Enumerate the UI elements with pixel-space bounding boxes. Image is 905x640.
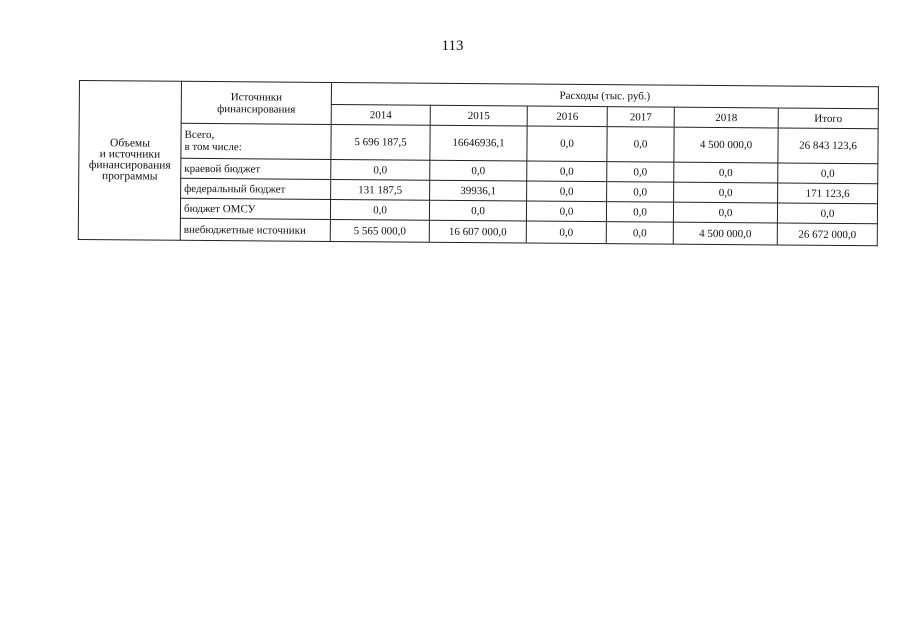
value-cell: 0,0 [674, 162, 778, 183]
row-label: внебюджетные источники [180, 218, 330, 241]
total-cell: 26 672 000,0 [777, 223, 877, 246]
value-cell: 0,0 [527, 161, 607, 182]
sources-header-line: финансирования [217, 102, 296, 116]
row-label-line: Всего, [184, 128, 215, 142]
financing-table [78, 80, 879, 246]
value-cell: 0,0 [607, 127, 674, 163]
total-cell: 26 843 123,6 [778, 128, 878, 164]
section-title-cell [78, 81, 181, 241]
row-label: краевой бюджет [181, 158, 331, 179]
year-header: 2016 [527, 106, 607, 127]
year-header: 2018 [674, 107, 778, 128]
row-label [181, 123, 331, 159]
value-cell: 16 607 000,0 [429, 220, 526, 243]
value-cell: 0,0 [430, 160, 527, 181]
section-title-line: Объемы [109, 137, 151, 150]
section-title-line: программы [101, 170, 158, 183]
total-cell: 171 123,6 [778, 183, 878, 204]
value-cell: 0,0 [330, 199, 429, 220]
total-header: Итого [778, 108, 878, 129]
value-cell: 0,0 [526, 201, 606, 222]
page-number: 113 [441, 38, 464, 54]
value-cell: 131 187,5 [331, 179, 430, 200]
year-header: 2014 [331, 104, 430, 125]
total-cell: 0,0 [778, 163, 878, 184]
value-cell: 0,0 [526, 221, 606, 244]
value-cell: 0,0 [527, 126, 607, 162]
value-cell: 0,0 [607, 162, 674, 183]
value-cell: 0,0 [429, 200, 526, 221]
value-cell: 5 565 000,0 [330, 219, 429, 242]
value-cell: 5 696 187,5 [331, 124, 430, 160]
section-title-line: финансирования [88, 159, 171, 172]
row-label-line: в том числе: [184, 140, 242, 154]
sources-header [181, 81, 331, 124]
value-cell: 0,0 [606, 222, 673, 245]
total-cell: 0,0 [777, 203, 877, 224]
row-label: федеральный бюджет [181, 178, 331, 199]
year-header: 2017 [607, 107, 674, 128]
value-cell: 0,0 [673, 202, 777, 223]
year-header: 2015 [430, 105, 527, 126]
value-cell: 0,0 [607, 182, 674, 203]
value-cell: 4 500 000,0 [674, 127, 778, 163]
value-cell: 0,0 [674, 182, 778, 203]
sources-header-line: Источники [230, 90, 283, 104]
row-label: бюджет ОМСУ [180, 198, 330, 219]
value-cell: 0,0 [527, 181, 607, 202]
value-cell: 0,0 [331, 159, 430, 180]
expenses-header: Расходы (тыс. руб.) [331, 82, 878, 108]
value-cell: 0,0 [606, 202, 673, 223]
value-cell: 16646936,1 [430, 125, 527, 161]
section-title-line: и источники [99, 148, 161, 161]
value-cell: 39936,1 [430, 180, 527, 201]
value-cell: 4 500 000,0 [673, 222, 777, 245]
